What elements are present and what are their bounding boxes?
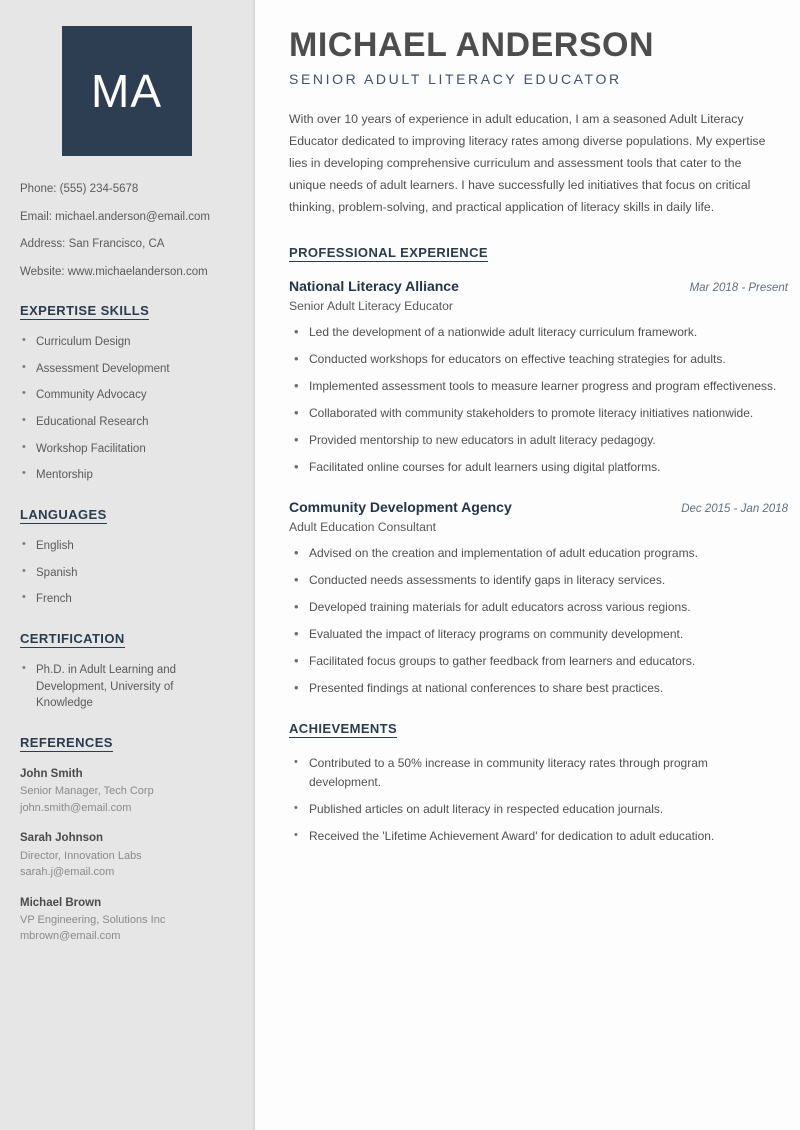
- reference-role: VP Engineering, Solutions Inc: [20, 913, 166, 926]
- list-item: [20, 895, 233, 945]
- languages-list: [20, 538, 233, 608]
- professional-summary: With over 10 years of experience in adult education, I am a seasoned Adult Literacy Educator dedicated to improving literacy rates among diverse populations. My expertise lies in developing comprehensive curriculum and assessment tools that cater to the unique needs of adult learners. I have successfully led initiatives that focus on critical thinking, problem-solving, and practical application of literacy skills in daily life.: [289, 112, 766, 214]
- list-item: • Spanish: [20, 565, 233, 582]
- position-title: Senior Adult Literacy Educator: [289, 299, 453, 314]
- certification-list: [20, 662, 233, 712]
- experience-entry: [289, 278, 788, 477]
- experience-header: [289, 278, 788, 294]
- section-professional-experience: [289, 244, 788, 697]
- reference-role: Director, Innovation Labs: [20, 849, 142, 862]
- list-item: [20, 830, 233, 880]
- employment-dates: Dec 2015 - Jan 2018: [681, 503, 788, 516]
- languages-heading: LANGUAGES: [20, 507, 107, 523]
- list-item: • Implemented assessment tools to measure learner progress and program effectiveness.: [289, 377, 779, 396]
- list-item: • Presented findings at national conferences to share best practices.: [289, 679, 779, 698]
- contact-address: Address: San Francisco, CA: [20, 238, 165, 251]
- responsibility-list: [289, 323, 788, 477]
- contact-email: Email: michael.anderson@email.com: [20, 210, 210, 223]
- avatar-initials: MA: [91, 65, 162, 117]
- reference-email: john.smith@email.com: [20, 801, 132, 814]
- main-content: [257, 0, 800, 1130]
- contact-website: Website: www.michaelanderson.com: [20, 265, 208, 278]
- reference-name: Sarah Johnson: [20, 832, 104, 845]
- achievements-list: [289, 754, 788, 846]
- list-item: • Advised on the creation and implementation of adult education programs.: [289, 544, 779, 563]
- list-item: • Evaluated the impact of literacy programs on community development.: [289, 625, 779, 644]
- section-expertise-skills: [20, 302, 233, 484]
- reference-email: mbrown@email.com: [20, 930, 121, 943]
- page-title: MICHAEL ANDERSON: [289, 26, 655, 64]
- section-languages: [20, 506, 233, 608]
- experience-header: [289, 499, 788, 515]
- section-achievements: [289, 720, 788, 846]
- reference-email: sarah.j@email.com: [20, 866, 115, 879]
- certification-heading: CERTIFICATION: [20, 631, 125, 647]
- employment-dates: Mar 2018 - Present: [689, 282, 788, 295]
- list-item: • Published articles on adult literacy in respected education journals.: [289, 800, 779, 819]
- list-item: • Mentorship: [20, 467, 233, 484]
- responsibility-list: [289, 544, 788, 698]
- company-name: Community Development Agency: [289, 499, 512, 516]
- list-item: • Collaborated with community stakeholders to promote literacy initiatives nationwide.: [289, 404, 779, 423]
- list-item: • Conducted needs assessments to identify gaps in literacy services.: [289, 571, 779, 590]
- reference-name: Michael Brown: [20, 896, 102, 909]
- list-item: • Facilitated online courses for adult learners using digital platforms.: [289, 458, 779, 477]
- list-item: • Assessment Development: [20, 361, 233, 378]
- list-item: • Curriculum Design: [20, 334, 233, 351]
- list-item: • Led the development of a nationwide adult literacy curriculum framework.: [289, 323, 779, 342]
- section-references: [20, 734, 233, 945]
- contact-phone: Phone: (555) 234-5678: [20, 183, 139, 195]
- list-item: • English: [20, 538, 233, 555]
- section-certification: [20, 630, 233, 712]
- avatar: [62, 26, 192, 156]
- list-item: • Ph.D. in Adult Learning and Development, University of Knowledge: [20, 662, 233, 712]
- professional-title: SENIOR ADULT LITERACY EDUCATOR: [289, 71, 622, 88]
- list-item: • Received the 'Lifetime Achievement Award' for dedication to adult education.: [289, 827, 779, 846]
- experience-heading: PROFESSIONAL EXPERIENCE: [289, 245, 488, 261]
- achievements-heading: ACHIEVEMENTS: [289, 720, 398, 736]
- list-item: • Community Advocacy: [20, 387, 233, 404]
- contact-info: [20, 182, 233, 280]
- reference-role: Senior Manager, Tech Corp: [20, 785, 154, 798]
- list-item: • Facilitated focus groups to gather feedback from learners and educators.: [289, 652, 779, 671]
- list-item: • Developed training materials for adult educators across various regions.: [289, 598, 779, 617]
- list-item: • Workshop Facilitation: [20, 441, 233, 458]
- list-item: • Provided mentorship to new educators in adult literacy pedagogy.: [289, 431, 779, 450]
- references-heading: REFERENCES: [20, 735, 113, 751]
- list-item: [20, 766, 233, 816]
- position-title: Adult Education Consultant: [289, 520, 437, 535]
- experience-entry: [289, 499, 788, 698]
- sidebar: [0, 0, 255, 1130]
- list-item: • French: [20, 591, 233, 608]
- expertise-skills-list: [20, 334, 233, 484]
- reference-name: John Smith: [20, 768, 83, 781]
- list-item: • Conducted workshops for educators on effective teaching strategies for adults.: [289, 350, 779, 369]
- company-name: National Literacy Alliance: [289, 278, 459, 295]
- expertise-skills-heading: EXPERTISE SKILLS: [20, 303, 150, 319]
- list-item: • Contributed to a 50% increase in community literacy rates through program development.: [289, 754, 779, 792]
- list-item: • Educational Research: [20, 414, 233, 431]
